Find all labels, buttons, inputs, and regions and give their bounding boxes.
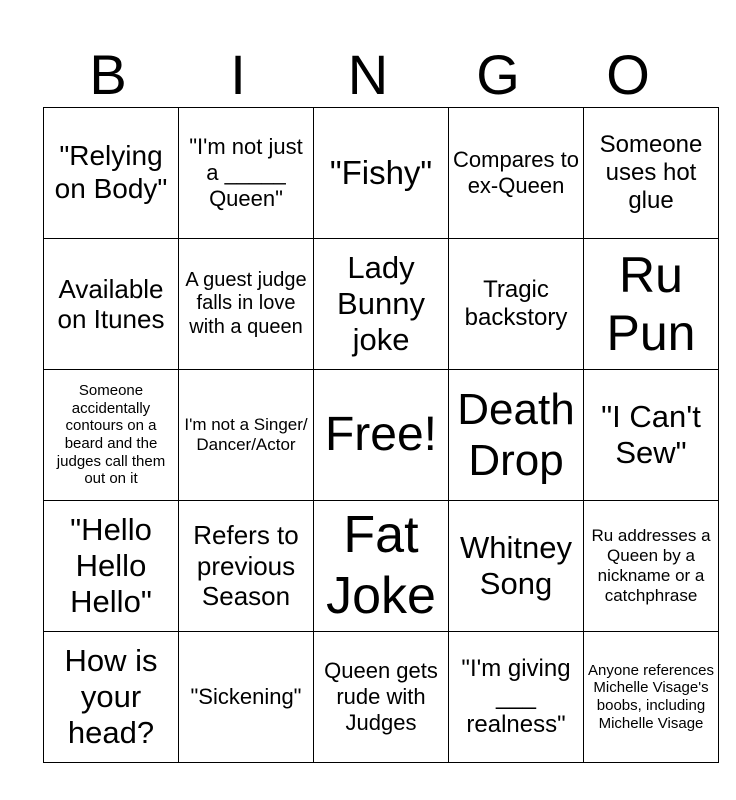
bingo-cell[interactable]: Ru Pun: [584, 239, 719, 370]
header-letter-n: N: [347, 43, 389, 106]
bingo-cell[interactable]: Someone uses hot glue: [584, 108, 719, 239]
bingo-cell[interactable]: Death Drop: [449, 370, 584, 501]
bingo-cell[interactable]: "Sickening": [179, 632, 314, 763]
board-row: [44, 632, 719, 763]
bingo-cell[interactable]: Whitney Song: [449, 501, 584, 632]
bingo-header: [43, 44, 693, 106]
board-row: [44, 501, 719, 632]
board-row: [44, 370, 719, 501]
bingo-cell[interactable]: Queen gets rude with Judges: [314, 632, 449, 763]
bingo-cell[interactable]: A guest judge falls in love with a queen: [179, 239, 314, 370]
bingo-cell[interactable]: I'm not a Singer/ Dancer/Actor: [179, 370, 314, 501]
header-letter-o: O: [606, 43, 650, 106]
bingo-cell[interactable]: "Fishy": [314, 108, 449, 239]
bingo-cell[interactable]: Ru addresses a Queen by a nickname or a catchphrase: [584, 501, 719, 632]
board-row: [44, 108, 719, 239]
bingo-cell[interactable]: Refers to previous Season: [179, 501, 314, 632]
bingo-cell[interactable]: "I Can't Sew": [584, 370, 719, 501]
bingo-cell[interactable]: "Hello Hello Hello": [44, 501, 179, 632]
free-space-cell[interactable]: Free!: [314, 370, 449, 501]
bingo-cell[interactable]: Tragic backstory: [449, 239, 584, 370]
bingo-cell[interactable]: "I'm giving ___ realness": [449, 632, 584, 763]
bingo-cell[interactable]: How is your head?: [44, 632, 179, 763]
header-letter-b: B: [89, 43, 127, 106]
board-row: [44, 239, 719, 370]
header-letter-i: I: [230, 43, 246, 106]
header-letter-g: G: [476, 43, 520, 106]
bingo-cell[interactable]: Anyone references Michelle Visage's boobs, including Michelle Visage: [584, 632, 719, 763]
bingo-cell[interactable]: Someone accidentally contours on a beard and the judges call them out on it: [44, 370, 179, 501]
bingo-cell[interactable]: Compares to ex-Queen: [449, 108, 584, 239]
bingo-cell[interactable]: "Relying on Body": [44, 108, 179, 239]
bingo-cell[interactable]: "I'm not just a _____ Queen": [179, 108, 314, 239]
bingo-cell[interactable]: Fat Joke: [314, 501, 449, 632]
bingo-cell[interactable]: Available on Itunes: [44, 239, 179, 370]
bingo-board: [43, 107, 719, 763]
bingo-cell[interactable]: Lady Bunny joke: [314, 239, 449, 370]
